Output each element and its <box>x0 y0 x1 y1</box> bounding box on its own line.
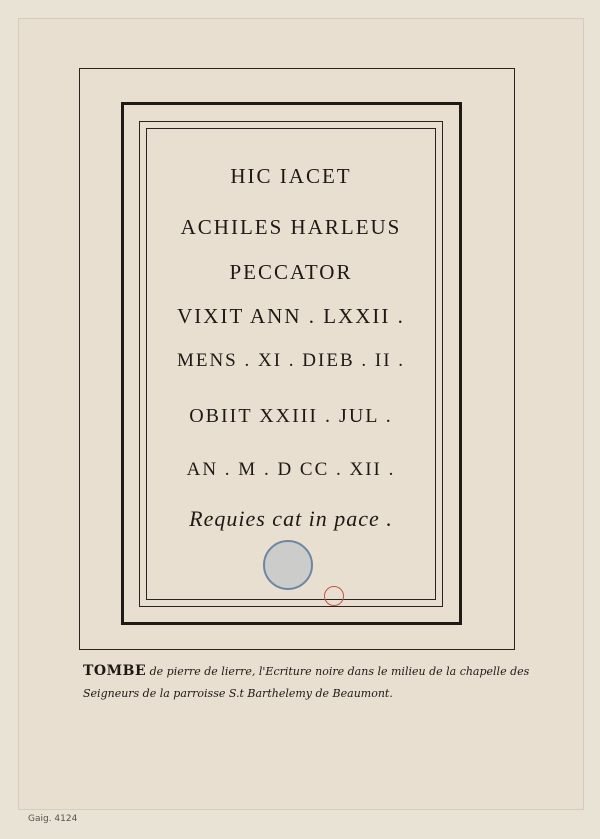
inscription-line-8: Requies cat in pace . <box>189 506 393 531</box>
inscription-line-3: PECCATOR <box>229 260 353 284</box>
inscription-line-7: AN . M . D CC . XII . <box>186 459 396 480</box>
inscription-line-2: ACHILES HARLEUS <box>180 215 402 239</box>
inscription-line-1: HIC IACET <box>230 164 352 188</box>
shelfmark: Gaig. 4124 <box>28 814 78 824</box>
inscription-line-4: VIXIT ANN . LXXII . <box>177 304 405 328</box>
inscription-line-6: OBIIT XXIII . JUL . <box>189 405 393 427</box>
caption <box>83 660 563 705</box>
caption-line-1: de pierre de lierre, l'Ecriture noire dans le milieu de la chapelle des <box>146 665 530 678</box>
inscription-line-5: MENS . XI . DIEB . II . <box>176 350 406 371</box>
library-stamp-blue <box>263 540 313 590</box>
library-stamp-red <box>324 586 344 606</box>
caption-lead: TOMBE <box>83 663 147 679</box>
caption-line-2: Seigneurs de la parroisse S.t Barthelemy de Beaumont. <box>83 687 393 700</box>
